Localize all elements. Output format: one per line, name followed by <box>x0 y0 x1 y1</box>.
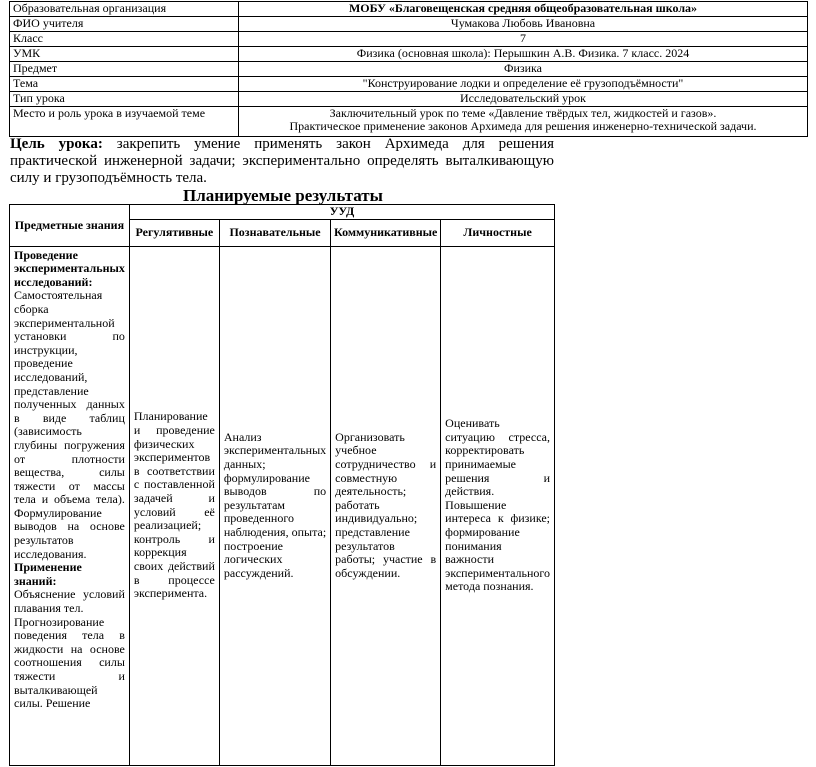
subject-text-2: Объяснение условий плавания тел. <box>14 587 125 616</box>
info-label: ФИО учителя <box>10 17 239 32</box>
info-value: МОБУ «Благовещенская средняя общеобразовательная школа» <box>239 2 808 17</box>
info-label: Тип урока <box>10 92 239 107</box>
info-row <box>10 107 808 137</box>
info-label: Тема <box>10 77 239 92</box>
info-value: Чумакова Любовь Ивановна <box>239 17 808 32</box>
info-value: "Конструирование лодки и определение её грузоподъёмности" <box>239 77 808 92</box>
info-row <box>10 17 808 32</box>
goal-label: Цель урока: <box>10 136 103 152</box>
info-label: Место и роль урока в изучаемой теме <box>10 107 239 137</box>
regulative-cell: Планирование и проведение физических экспериментов в соответствии с поставленной задачей и условий её реализацией; контроль и коррекция своих действий в процессе эксперимента. <box>129 246 219 765</box>
info-value: Физика <box>239 62 808 77</box>
info-label: Предмет <box>10 62 239 77</box>
subject-text-1: Самостоятельная сборка экспериментальной установки по инструкции, проведение исследований, представление полученных данных в виде таблиц (зависимость глубины погружения от плотности вещества, силы тяжести от массы тела и объема тела). Формулирование выводов на основе результатов исследования. <box>14 288 125 561</box>
info-label: УМК <box>10 47 239 62</box>
info-row <box>10 62 808 77</box>
communicative-cell: Организовать учебное сотрудничество и совместную деятельность; работать индивидуально; представление результатов работы; участие в обсуждении. <box>331 246 441 765</box>
subject-text-3: Прогнозирование поведения тела в жидкости на основе соотношения силы тяжести и выталкивающей силы. Решение <box>14 614 125 711</box>
header-row <box>10 205 555 220</box>
results-row <box>10 246 555 765</box>
communicative-header: Коммуникативные <box>331 219 441 246</box>
info-value <box>239 107 808 137</box>
subject-knowledge-header: Предметные знания <box>10 205 130 247</box>
info-row <box>10 77 808 92</box>
cognitive-header: Познавательные <box>219 219 330 246</box>
planned-results-table <box>9 204 555 766</box>
subject-heading-1: Проведение экспериментальных исследований: <box>14 248 125 289</box>
lesson-info-table <box>9 1 808 137</box>
lesson-goal <box>10 136 554 187</box>
info-value: 7 <box>239 32 808 47</box>
goal-text: закрепить умение применять закон Архимеда для решения практической инженерной задачи; экспериментально определять выталкивающую силу и грузоподъёмность тела. <box>10 136 554 186</box>
info-row <box>10 92 808 107</box>
lesson-role-line-2: Практическое применение законов Архимеда для решения инженерно-технической задачи. <box>289 119 757 133</box>
info-row <box>10 47 808 62</box>
cognitive-cell: Анализ экспериментальных данных; формулирование выводов по результатам проведенного наблюдения, опыта; построение логических рассуждений. <box>219 246 330 765</box>
regulative-header: Регулятивные <box>129 219 219 246</box>
info-label: Класс <box>10 32 239 47</box>
info-value: Физика (основная школа): Перышкин А.В. Физика. 7 класс. 2024 <box>239 47 808 62</box>
lesson-role-line-1: Заключительный урок по теме «Давление твёрдых тел, жидкостей и газов». <box>329 106 717 120</box>
info-value: Исследовательский урок <box>239 92 808 107</box>
personal-text-2: Повышение интереса к физике; формирование понимания важности экспериментального метода познания. <box>445 497 551 594</box>
info-row <box>10 32 808 47</box>
planned-results-title: Планируемые результаты <box>183 186 383 205</box>
info-label: Образовательная организация <box>10 2 239 17</box>
subject-knowledge-cell <box>10 246 130 765</box>
personal-header: Личностные <box>441 219 555 246</box>
personal-cell <box>441 246 555 765</box>
subject-heading-2: Применение знаний: <box>14 560 82 588</box>
uud-header: УУД <box>129 205 554 220</box>
info-row <box>10 2 808 17</box>
personal-text-1: Оценивать ситуацию стресса, корректировать принимаемые решения и действия. <box>445 416 551 499</box>
